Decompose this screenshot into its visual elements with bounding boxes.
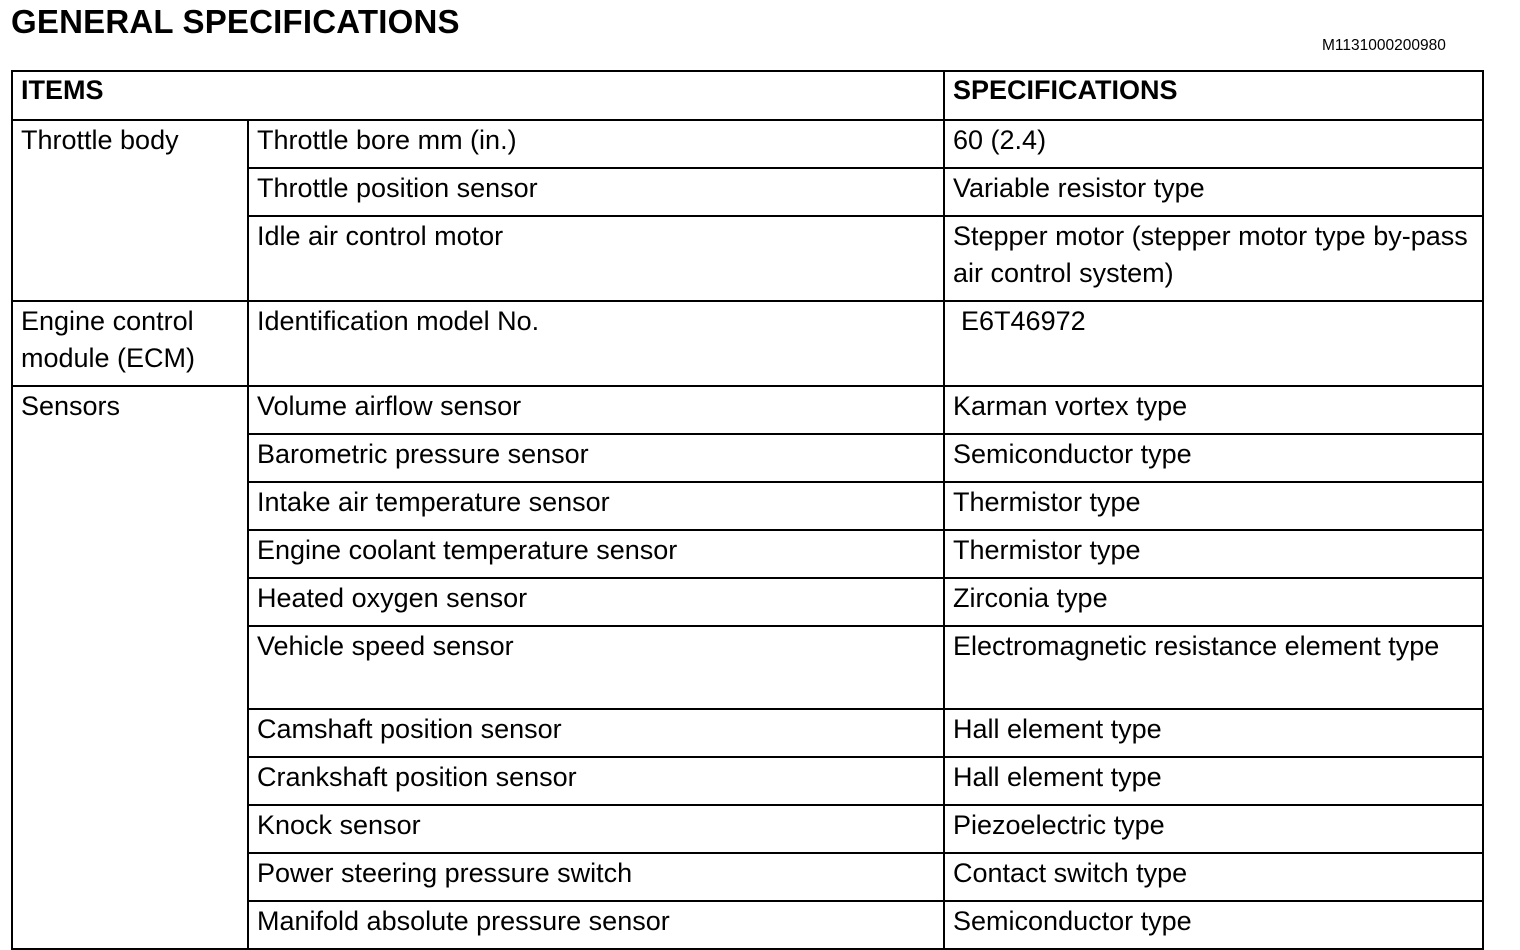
item-cell: Identification model No. [248, 301, 944, 386]
spec-cell: Hall element type [944, 757, 1483, 805]
spec-cell: Electromagnetic resistance element type [944, 626, 1483, 709]
spec-cell: Thermistor type [944, 530, 1483, 578]
item-cell: Throttle bore mm (in.) [248, 120, 944, 168]
item-cell: Power steering pressure switch [248, 853, 944, 901]
spec-cell: Contact switch type [944, 853, 1483, 901]
table-row [12, 120, 1483, 168]
item-cell: Knock sensor [248, 805, 944, 853]
spec-cell: Variable resistor type [944, 168, 1483, 216]
spec-cell: Hall element type [944, 709, 1483, 757]
header-specifications: SPECIFICATIONS [944, 71, 1483, 120]
table-row [12, 386, 1483, 434]
table-header-row [12, 71, 1483, 120]
item-cell: Crankshaft position sensor [248, 757, 944, 805]
item-cell: Volume airflow sensor [248, 386, 944, 434]
spec-cell: Semiconductor type [944, 901, 1483, 949]
specifications-table [11, 70, 1484, 950]
item-cell: Intake air temperature sensor [248, 482, 944, 530]
spec-cell: 60 (2.4) [944, 120, 1483, 168]
spec-cell: Zirconia type [944, 578, 1483, 626]
spec-cell: Semiconductor type [944, 434, 1483, 482]
spec-cell: Karman vortex type [944, 386, 1483, 434]
table-row [12, 301, 1483, 386]
page-title: GENERAL SPECIFICATIONS [11, 3, 460, 40]
item-cell: Throttle position sensor [248, 168, 944, 216]
spec-cell: Piezoelectric type [944, 805, 1483, 853]
item-cell: Barometric pressure sensor [248, 434, 944, 482]
group-name: Throttle body [12, 120, 248, 301]
group-name: Engine control module (ECM) [12, 301, 248, 386]
item-cell: Manifold absolute pressure sensor [248, 901, 944, 949]
header-items: ITEMS [12, 71, 944, 120]
item-cell: Heated oxygen sensor [248, 578, 944, 626]
spec-cell: Stepper motor (stepper motor type by-pass air control system) [944, 216, 1483, 301]
item-cell: Camshaft position sensor [248, 709, 944, 757]
item-cell: Vehicle speed sensor [248, 626, 944, 709]
item-cell: Engine coolant temperature sensor [248, 530, 944, 578]
spec-cell: Thermistor type [944, 482, 1483, 530]
spec-cell: E6T46972 [944, 301, 1483, 386]
group-name: Sensors [12, 386, 248, 949]
document-code: M1131000200980 [1322, 37, 1446, 54]
item-cell: Idle air control motor [248, 216, 944, 301]
